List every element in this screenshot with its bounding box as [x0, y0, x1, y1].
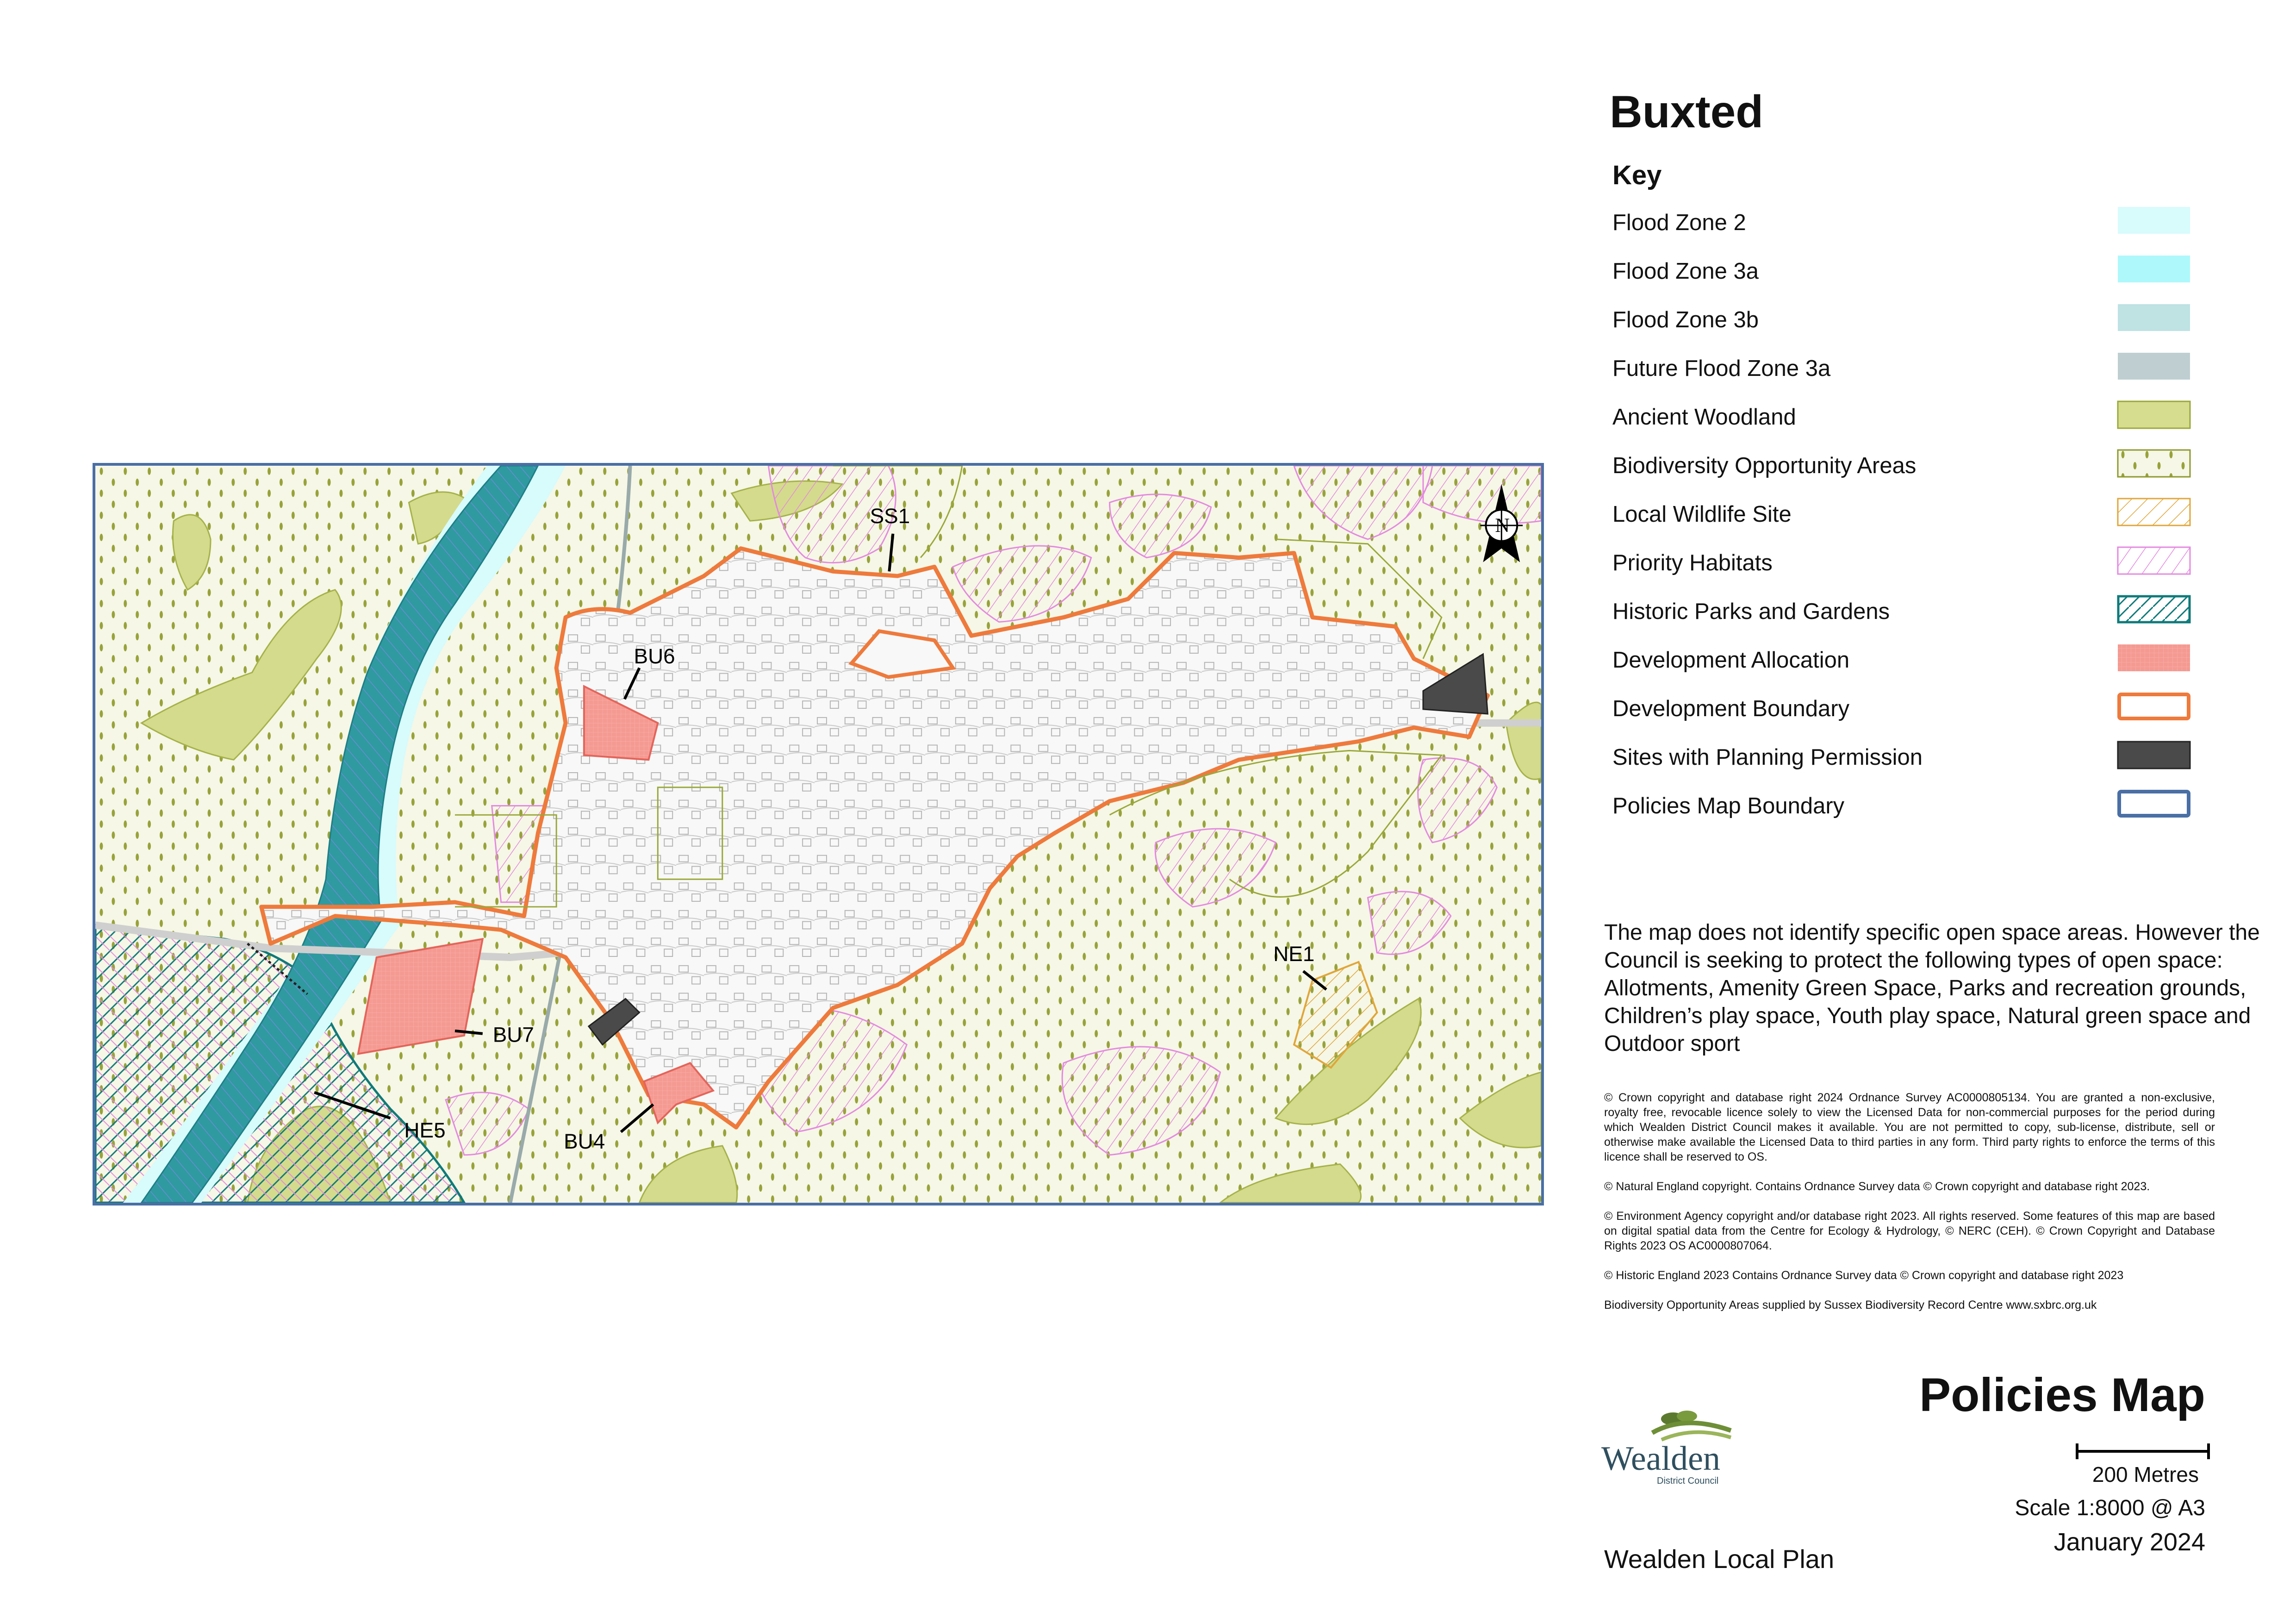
open-space-note: The map does not identify specific open space areas. However the Council is seeking to protect the following types of open space: Allotments, Amenity Green Space, Parks and recreation grounds, Children’s play space, Youth play space, Natural green space and Outdoor sport	[1604, 920, 2260, 1056]
map-title: Policies Map	[1919, 1368, 2205, 1421]
key-item-flood-zone-2	[1612, 206, 2191, 238]
key-label: Flood Zone 3a	[1612, 259, 1759, 284]
flood-zone-3a-swatch	[2117, 255, 2191, 283]
key-label: Development Boundary	[1612, 696, 1850, 721]
key-label: Ancient Woodland	[1612, 405, 1796, 430]
copyright-sxbrc: Biodiversity Opportunity Areas supplied by Sussex Biodiversity Record Centre www.sxbrc.org.uk	[1604, 1299, 2097, 1312]
svg-text:District Council: District Council	[1657, 1476, 1719, 1486]
scale-bar-icon	[2076, 1443, 2210, 1459]
key-item-historic-parks	[1612, 595, 2191, 627]
key-label: Local Wildlife Site	[1612, 502, 1792, 527]
development-boundary-swatch	[2117, 692, 2191, 721]
flood-zone-3b-swatch	[2117, 303, 2191, 332]
policies-map-boundary-swatch	[2117, 789, 2191, 818]
priority-habitats-swatch	[2117, 546, 2191, 575]
key-item-priority-habitats	[1612, 546, 2191, 579]
copyright-notices	[1604, 1090, 2215, 1327]
svg-text:BU6: BU6	[634, 644, 675, 668]
key-item-flood-zone-3a	[1612, 255, 2191, 287]
flood-zone-2-swatch	[2117, 206, 2191, 235]
key-label: Development Allocation	[1612, 648, 1850, 673]
key-item-ancient-woodland	[1612, 400, 2191, 433]
copyright-historic-england: © Historic England 2023 Contains Ordnance Survey data © Crown copyright and database right 2023	[1604, 1269, 2124, 1282]
key-label: Policies Map Boundary	[1612, 793, 1845, 818]
key-label: Biodiversity Opportunity Areas	[1612, 453, 1916, 478]
scale-bar-label: 200 Metres	[2092, 1462, 2199, 1487]
svg-text:HE5: HE5	[404, 1118, 446, 1143]
policies-map	[93, 463, 1544, 1206]
future-flood-zone-swatch	[2117, 352, 2191, 381]
copyright-environment-agency: © Environment Agency copyright and/or database right 2023. All rights reserved. Some features of this map are based on digital spatial data from the Centre for Ecology & Hydrology, © NERC (CEH). © Crown Copyright and Database Rights 2023 OS AC0000807064.	[1604, 1210, 2215, 1252]
key-heading: Key	[1612, 160, 1662, 190]
key-label: Flood Zone 2	[1612, 210, 1746, 235]
svg-text:BU4: BU4	[564, 1129, 605, 1153]
plan-name: Wealden Local Plan	[1604, 1544, 1835, 1574]
development-allocation-swatch	[2117, 643, 2191, 672]
scale-ratio: Scale 1:8000 @ A3	[2015, 1496, 2205, 1520]
svg-text:SS1: SS1	[870, 504, 910, 528]
key-item-development-boundary	[1612, 692, 2191, 725]
svg-text:Wealden: Wealden	[1601, 1440, 1721, 1478]
wealden-logo	[1592, 1405, 1768, 1493]
page-title: Buxted	[1610, 86, 1764, 137]
svg-text:BU7: BU7	[492, 1023, 534, 1047]
map-canvas	[95, 466, 1541, 1203]
key-label: Historic Parks and Gardens	[1612, 599, 1890, 624]
biodiversity-swatch	[2117, 449, 2191, 478]
key-label: Flood Zone 3b	[1612, 307, 1759, 332]
key-item-local-wildlife-site	[1612, 498, 2191, 530]
copyright-natural-england: © Natural England copyright. Contains Ordnance Survey data © Crown copyright and database right 2023.	[1604, 1180, 2150, 1193]
svg-text:NE1: NE1	[1273, 942, 1315, 966]
key-label: Future Flood Zone 3a	[1612, 356, 1831, 381]
key-item-biodiversity-opportunity-areas	[1612, 449, 2191, 481]
map-date: January 2024	[2053, 1528, 2205, 1556]
key-label: Priority Habitats	[1612, 550, 1773, 575]
planning-permission-swatch	[2117, 741, 2191, 769]
local-wildlife-swatch	[2117, 498, 2191, 526]
key-item-development-allocation	[1612, 643, 2191, 676]
ancient-woodland-swatch	[2117, 400, 2191, 429]
key-label: Sites with Planning Permission	[1612, 745, 1923, 770]
key-item-planning-permission	[1612, 741, 2191, 773]
key-item-flood-zone-3b	[1612, 303, 2191, 336]
copyright-os: © Crown copyright and database right 2024 Ordnance Survey AC0000805134. You are granted a non-exclusive, royalty free, revocable licence solely to view the Licensed Data for non-commercial purposes for the period during which Wealden District Council makes it available. You are not permitted to copy, sub-license, distribute, sell or otherwise make available the Licensed Data to third parties in any form. Third party rights to enforce the terms of this licence shall be reserved to OS.	[1604, 1091, 2215, 1163]
key-item-future-flood-zone-3a	[1612, 352, 2191, 384]
svg-text:N: N	[1495, 514, 1510, 537]
wealden-logo-icon	[1592, 1405, 1768, 1493]
key-item-policies-map-boundary	[1612, 789, 2191, 822]
historic-parks-swatch	[2117, 595, 2191, 624]
